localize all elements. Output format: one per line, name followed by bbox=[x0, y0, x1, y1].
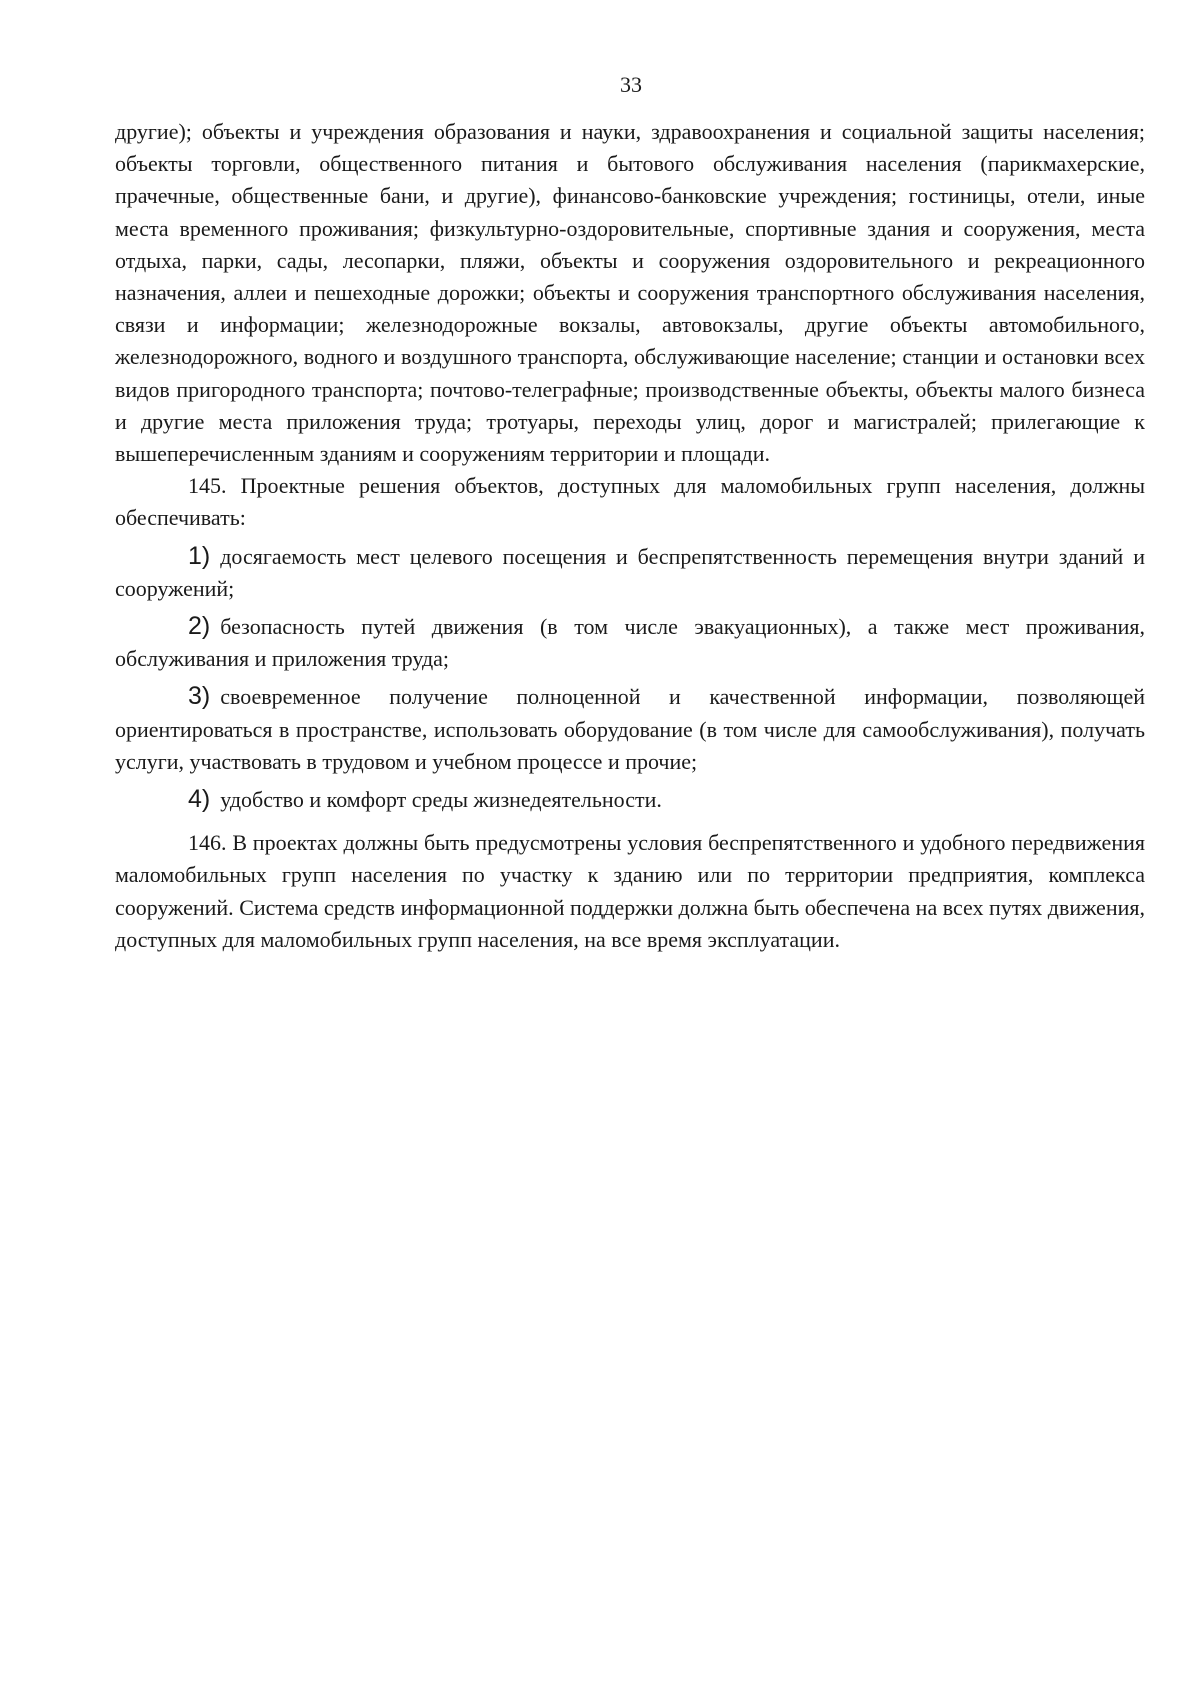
list-item-text: безопасность путей движения (в том числе эвакуационных), а также мест проживания, обслуживания и приложения труда; bbox=[115, 614, 1145, 672]
list-marker: 2) bbox=[188, 612, 211, 641]
list-item-text: своевременное получение полноценной и качественной информации, позволяющей ориентироваться в пространстве, использовать оборудование (в том числе для самообслуживания), получать услуги, участвовать в трудовом и учебном процессе и прочие; bbox=[115, 684, 1145, 774]
continued-paragraph: другие); объекты и учреждения образования и науки, здравоохранения и социальной защиты населения; объекты торговли, общественного питания и бытового обслуживания населения (парикмахерские, прачечные, общественные бани, и другие), финансово-банковские учреждения; гостиницы, отели, иные места временного проживания; физкультурно-оздоровительные, спортивные здания и сооружения, места отдыха, парки, сады, лесопарки, пляжи, объекты и сооружения оздоровительного и рекреационного назначения, аллеи и пешеходные дорожки; объекты и сооружения транспортного обслуживания населения, связи и информации; железнодорожные вокзалы, автовокзалы, другие объекты автомобильного, железнодорожного, водного и воздушного транспорта, обслуживающие население; станции и остановки всех видов пригородного транспорта; почтово-телеграфные; производственные объекты, объекты малого бизнеса и другие места приложения труда; тротуары, переходы улиц, дорог и магистралей; прилегающие к вышеперечисленным зданиям и сооружениям территории и площади. bbox=[115, 119, 1145, 467]
paragraph-145: 145. Проектные решения объектов, доступных для маломобильных групп населения, должны обеспечивать: bbox=[115, 473, 1145, 531]
page-number: 33 bbox=[620, 72, 642, 97]
document-body bbox=[115, 116, 1145, 956]
list-item-text: удобство и комфорт среды жизнедеятельности. bbox=[220, 787, 662, 813]
list-item-text: досягаемость мест целевого посещения и беспрепятственность перемещения внутри зданий и сооружений; bbox=[115, 543, 1145, 601]
list-item-4 bbox=[115, 783, 1145, 816]
paragraph-146: 146. В проектах должны быть предусмотрены условия беспрепятственного и удобного передвижения маломобильных групп населения по участку к зданию или по территории предприятия, комплекса сооружений. Система средств информационной поддержки должна быть обеспечена на всех путях движения, доступных для маломобильных групп населения, на все время эксплуатации. bbox=[115, 830, 1145, 952]
list-marker: 1) bbox=[188, 541, 211, 570]
list-item-2 bbox=[115, 610, 1145, 675]
list-marker: 4) bbox=[188, 785, 211, 814]
list-item-1 bbox=[115, 540, 1145, 605]
list-item-3 bbox=[115, 680, 1145, 778]
list-marker: 3) bbox=[188, 682, 211, 711]
